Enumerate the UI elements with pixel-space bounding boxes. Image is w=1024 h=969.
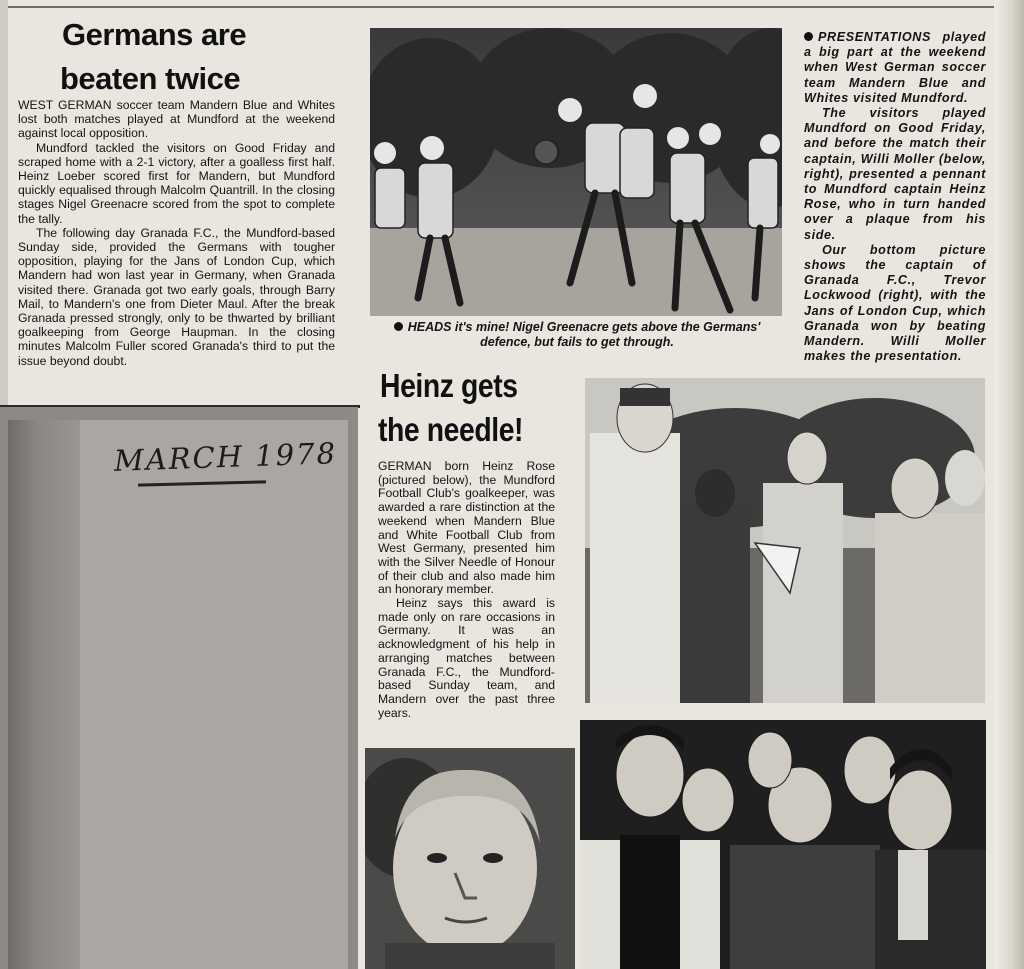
- presentations-paragraph-2: The visitors played Mundford on Good Friday, and before the match their captain, Willi Moller (below, right), presented a pennant to Mundford captain Heinz Rose, who in turn handed over a plaque from his side.: [804, 106, 986, 242]
- story2-paragraph-1: GERMAN born Heinz Rose (pictured below), the Mundford Football Club's goalkeeper, was awarded a rare distinction at the weekend when Mandern Blue and White Football Club from West Germany, presented him with the Silver Needle of Honour of their club and also made him an honorary member.: [378, 459, 555, 597]
- story1-body: [18, 98, 335, 368]
- presentations-bullet-icon: [804, 32, 813, 41]
- match-photo-caption: [372, 320, 782, 350]
- handwritten-date: MARCH 1978: [113, 436, 338, 478]
- page-rule-top: [8, 6, 1002, 8]
- heinz-rose-portrait-image: [365, 748, 575, 969]
- story1-paragraph-2: Mundford tackled the visitors on Good Friday and scraped home with a 2-1 victory, after a goalless first half. Heinz Loeber scored first for Mandern, but Mundford quickly equalised through Malcolm Quantrill. In the closing stages Nigel Greenacre scored from the spot to complete the tally.: [18, 140, 335, 226]
- presentations-paragraph-1: [804, 30, 986, 106]
- notebook-paper: [80, 420, 348, 969]
- match-photo-caption-text: HEADS it's mine! Nigel Greenacre gets above the Germans' defence, but fails to get through.: [407, 320, 761, 349]
- pennant-presentation-photo: [585, 378, 985, 703]
- story2-headline-line2: the needle!: [378, 411, 524, 448]
- story2-paragraph-2: Heinz says this award is made only on rare occasions in Germany. It was an acknowledgment of his help in arranging matches between Granada F.C., the Mundford-based Sunday team, and Mandern over the past three years.: [378, 596, 555, 720]
- presentations-body: [804, 30, 986, 364]
- heinz-rose-portrait: [365, 748, 575, 969]
- story2-headline-line1: Heinz gets: [380, 367, 518, 404]
- story2-body: [378, 460, 555, 720]
- story1-headline-line2: beaten twice: [60, 61, 241, 96]
- cup-presentation-image: [580, 720, 986, 969]
- match-action-photo: [370, 28, 782, 316]
- cup-presentation-photo: [580, 720, 986, 969]
- presentations-paragraph-3: Our bottom picture shows the captain of Granada F.C., Trevor Lockwood (right), with the Jans of London Cup, which Granada won by beating Mandern. Willi Moller makes the presentation.: [804, 242, 986, 364]
- scan-right-edge: [994, 0, 1024, 969]
- caption-bullet-icon: [394, 322, 403, 331]
- story1-headline-line1: Germans are: [62, 17, 247, 52]
- story1-paragraph-1: WEST GERMAN soccer team Mandern Blue and Whites lost both matches played at Mundford at the weekend against local opposition.: [18, 98, 335, 141]
- notebook-spine: [8, 420, 80, 969]
- story1-paragraph-3: The following day Granada F.C., the Mundford-based Sunday side, provided the Germans with tougher opposition, playing for the Jans of London Cup, which Mandern had won last year in Germany, when Granada visited there. Granada got two early goals, through Barry Mail, to Mandern's one from Dieter Maul. After the break Granada pressed strongly, only to be thwarted by brilliant goalkeeping from George Haupman. In the closing minutes Malcolm Fuller scored Granada's third to put the issue beyond doubt.: [18, 225, 335, 368]
- pennant-presentation-image: [585, 378, 985, 703]
- match-action-image: [370, 28, 782, 316]
- presentations-paragraph-1-text: PRESENTATIONS played a big part at the weekend when West German soccer team Mandern Blue and Whites visited Mundford.: [804, 30, 986, 105]
